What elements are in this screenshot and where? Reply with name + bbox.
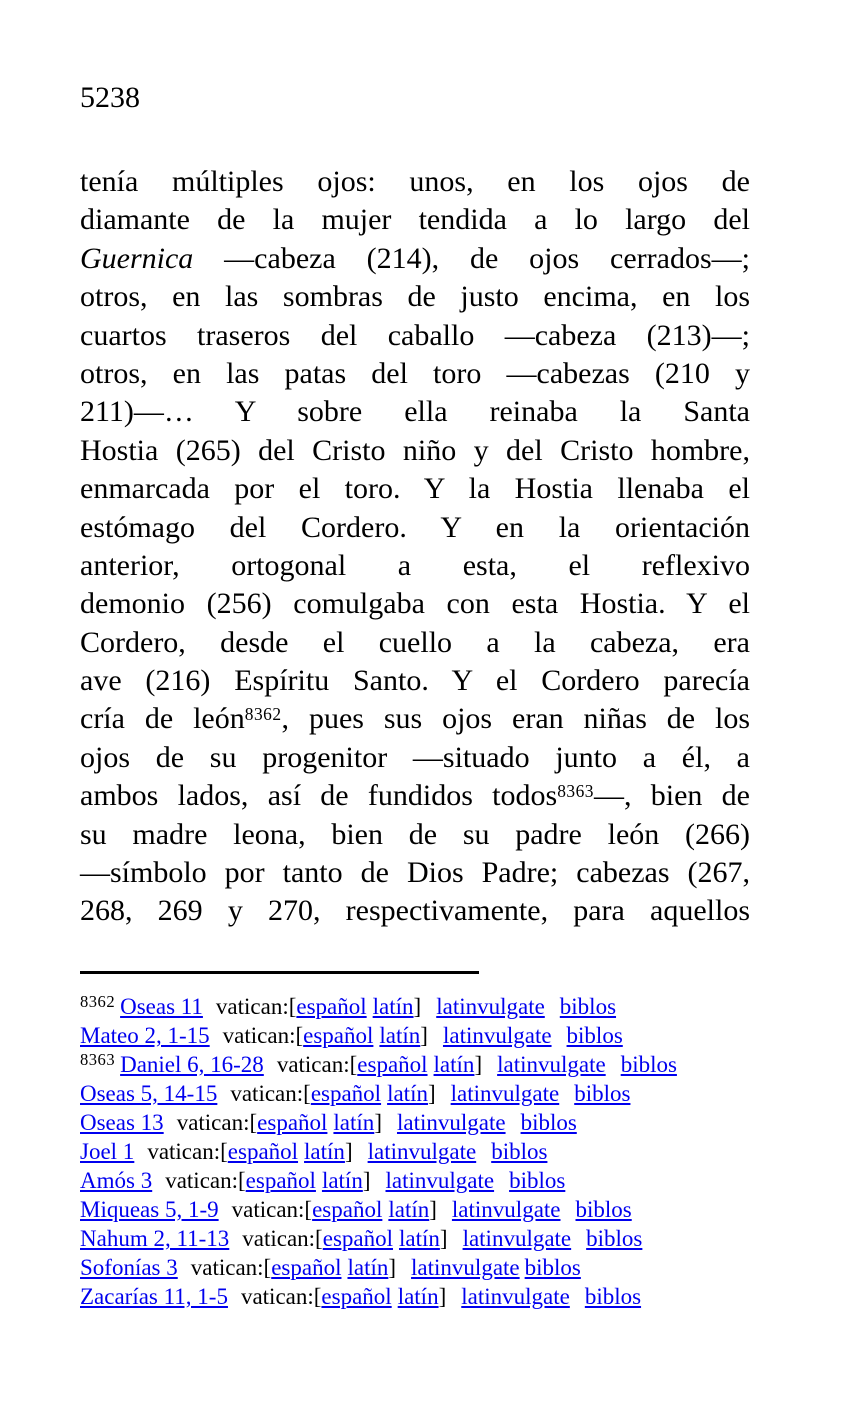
vatican-prefix-label: vatican:[ (165, 1168, 246, 1193)
bracket-close-label: ] (362, 1168, 371, 1193)
latin-link[interactable]: latín (388, 1197, 430, 1222)
body-line (80, 777, 750, 815)
text-segment: ave (216) Espíritu Santo. Y el Cordero parecía (80, 664, 750, 698)
bracket-close-label: ] (438, 1284, 447, 1309)
latinvulgate-link[interactable]: latinvulgate (497, 1052, 606, 1077)
latinvulgate-link[interactable]: latinvulgate (462, 1226, 572, 1251)
latin-link[interactable]: latín (321, 1168, 363, 1193)
text-segment: enmarcada por el toro. Y la Hostia llenaba el (80, 472, 750, 506)
biblos-link[interactable]: biblos (524, 1255, 581, 1280)
biblos-link[interactable]: biblos (520, 1110, 577, 1135)
footnote-separator (80, 971, 479, 974)
espanol-link[interactable]: español (321, 1284, 392, 1309)
body-line (80, 700, 750, 738)
footnote-ref-link[interactable]: Nahum 2, 11-13 (80, 1226, 230, 1251)
bracket-close-label: ] (420, 1023, 428, 1048)
footnote-ref-link[interactable]: Miqueas 5, 1-9 (80, 1197, 219, 1222)
footnote-superscript-ref: 8362 (244, 704, 282, 725)
espanol-link[interactable]: español (227, 1139, 299, 1164)
text-segment: ojos de su progenitor —situado junto a él, a (80, 740, 750, 774)
body-text (80, 163, 750, 931)
biblos-link[interactable]: biblos (620, 1052, 677, 1077)
footnote-line (80, 1079, 796, 1108)
text-segment: —cabeza (214), de ojos cerrados—; (193, 241, 750, 275)
latin-link[interactable]: latín (372, 994, 414, 1019)
latin-link[interactable]: latín (433, 1052, 475, 1077)
vatican-prefix-label: vatican:[ (222, 1023, 304, 1048)
footnote-line (80, 1253, 796, 1282)
vatican-prefix-label: vatican:[ (276, 1052, 358, 1077)
vatican-prefix-label: vatican:[ (230, 1081, 311, 1106)
bracket-close-label: ] (344, 1139, 353, 1164)
text-segment: —símbolo por tanto de Dios Padre; cabezas (267, (80, 856, 750, 890)
body-line (80, 509, 750, 547)
footnote-ref-link[interactable]: Joel 1 (80, 1139, 135, 1164)
body-line (80, 585, 750, 623)
bracket-close-label: ] (474, 1052, 483, 1077)
latinvulgate-link[interactable]: latinvulgate (450, 1081, 560, 1106)
latin-link[interactable]: latín (379, 1023, 421, 1048)
footnote-ref-link[interactable]: Oseas 13 (80, 1110, 164, 1135)
latinvulgate-link[interactable]: latinvulgate (367, 1139, 477, 1164)
footnote-ref-link[interactable]: Amós 3 (80, 1168, 153, 1193)
footnote-line (80, 1282, 796, 1311)
body-line (80, 892, 750, 930)
espanol-link[interactable]: español (271, 1255, 342, 1280)
body-line (80, 816, 750, 854)
vatican-prefix-label: vatican:[ (147, 1139, 228, 1164)
footnote-marker: 8362 (80, 992, 116, 1012)
espanol-link[interactable]: español (310, 1081, 382, 1106)
text-segment: cuartos traseros del caballo —cabeza (213)—; (80, 318, 750, 352)
footnote-line (80, 1195, 796, 1224)
text-segment: Cordero, desde el cuello a la cabeza, era (80, 625, 750, 659)
vatican-prefix-label: vatican:[ (242, 1226, 323, 1251)
latin-link[interactable]: latín (304, 1139, 345, 1164)
text-segment: , pues sus ojos eran niñas de los (281, 702, 751, 736)
bracket-close-label: ] (427, 1081, 436, 1106)
biblos-link[interactable]: biblos (491, 1139, 548, 1164)
footnote-ref-link[interactable]: Zacarías 11, 1-5 (80, 1284, 228, 1309)
espanol-link[interactable]: español (312, 1197, 383, 1222)
espanol-link[interactable]: español (303, 1023, 374, 1048)
text-segment: diamante de la mujer tendida a lo largo del (80, 203, 750, 237)
bracket-close-label: ] (439, 1226, 448, 1251)
text-segment: su madre leona, bien de su padre león (266) (80, 817, 750, 851)
footnote-line (80, 992, 796, 1021)
biblos-link[interactable]: biblos (509, 1168, 566, 1193)
text-segment: otros, en las sombras de justo encima, en los (80, 280, 750, 314)
footnote-superscript-ref: 8363 (557, 780, 594, 801)
latin-link[interactable]: latín (399, 1226, 440, 1251)
latinvulgate-link[interactable]: latinvulgate (411, 1255, 520, 1280)
footnote-line (80, 1166, 796, 1195)
latinvulgate-link[interactable]: latinvulgate (461, 1284, 570, 1309)
vatican-prefix-label: vatican:[ (240, 1284, 322, 1309)
footnote-marker: 8363 (80, 1050, 116, 1070)
espanol-link[interactable]: español (257, 1110, 328, 1135)
bracket-close-label: ] (429, 1197, 437, 1222)
bracket-close-label: ] (413, 994, 422, 1019)
footnote-ref-link[interactable]: Daniel 6, 16-28 (120, 1052, 264, 1077)
italic-segment: Guernica (80, 241, 194, 275)
espanol-link[interactable]: español (357, 1052, 428, 1077)
footnote-ref-link[interactable]: Oseas 11 (120, 994, 203, 1019)
text-segment: —, bien de (593, 779, 750, 813)
text-segment: ambos lados, así de fundidos todos (80, 779, 558, 813)
text-segment: anterior, ortogonal a esta, el reflexivo (80, 548, 750, 582)
latin-link[interactable]: latín (347, 1255, 389, 1280)
latin-link[interactable]: latín (333, 1110, 375, 1135)
body-line (80, 355, 750, 393)
latinvulgate-link[interactable]: latinvulgate (385, 1168, 495, 1193)
text-segment: tenía múltiples ojos: unos, en los ojos de (80, 165, 750, 198)
biblos-link[interactable]: biblos (559, 994, 617, 1019)
footnote-line (80, 1137, 796, 1166)
biblos-link[interactable]: biblos (586, 1226, 643, 1251)
body-line (80, 854, 750, 892)
body-line (80, 317, 750, 355)
vatican-prefix-label: vatican:[ (231, 1197, 313, 1222)
latin-link[interactable]: latín (387, 1081, 428, 1106)
text-segment: 268, 269 y 270, respectivamente, para aquellos (80, 894, 750, 928)
latin-link[interactable]: latín (397, 1284, 439, 1309)
vatican-prefix-label: vatican:[ (176, 1110, 258, 1135)
body-line (80, 393, 750, 431)
footnotes (80, 992, 796, 1311)
latinvulgate-link[interactable]: latinvulgate (442, 1023, 552, 1048)
footnote-line (80, 1050, 796, 1079)
body-line (80, 470, 750, 508)
bracket-close-label: ] (388, 1255, 397, 1280)
body-line (80, 201, 750, 239)
body-line (80, 240, 750, 278)
text-segment: Hostia (265) del Cristo niño y del Cristo hombre, (80, 433, 750, 467)
footnote-line (80, 1108, 796, 1137)
espanol-link[interactable]: español (245, 1168, 316, 1193)
footnote-line (80, 1021, 796, 1050)
espanol-link[interactable]: español (296, 994, 367, 1019)
text-segment: demonio (256) comulgaba con esta Hostia. Y el (80, 587, 750, 621)
body-line (80, 432, 750, 470)
footnote-ref-link[interactable]: Oseas 5, 14-15 (80, 1081, 218, 1106)
body-line (80, 624, 750, 662)
biblos-link[interactable]: biblos (584, 1284, 642, 1309)
espanol-link[interactable]: español (322, 1226, 393, 1251)
text-segment: estómago del Cordero. Y en la orientación (80, 510, 750, 544)
body-line (80, 739, 750, 777)
text-segment: 211)—… Y sobre ella reinaba la Santa (80, 395, 750, 429)
body-line (80, 547, 750, 585)
footnote-ref-link[interactable]: Mateo 2, 1-15 (80, 1023, 210, 1048)
vatican-prefix-label: vatican:[ (215, 994, 297, 1019)
latinvulgate-link[interactable]: latinvulgate (396, 1110, 506, 1135)
body-line (80, 662, 750, 700)
biblos-link[interactable]: biblos (566, 1023, 623, 1048)
text-segment: otros, en las patas del toro —cabezas (210 y (80, 356, 750, 390)
biblos-link[interactable]: biblos (575, 1197, 632, 1222)
bracket-close-label: ] (374, 1110, 382, 1135)
footnote-line (80, 1224, 796, 1253)
latinvulgate-link[interactable]: latinvulgate (436, 994, 545, 1019)
page-number: 5238 (80, 81, 140, 114)
body-line (80, 163, 750, 201)
biblos-link[interactable]: biblos (574, 1081, 631, 1106)
footnote-ref-link[interactable]: Sofonías 3 (80, 1255, 178, 1280)
vatican-prefix-label: vatican:[ (190, 1255, 272, 1280)
body-line (80, 278, 750, 316)
latinvulgate-link[interactable]: latinvulgate (451, 1197, 561, 1222)
text-segment: cría de león (80, 702, 245, 736)
